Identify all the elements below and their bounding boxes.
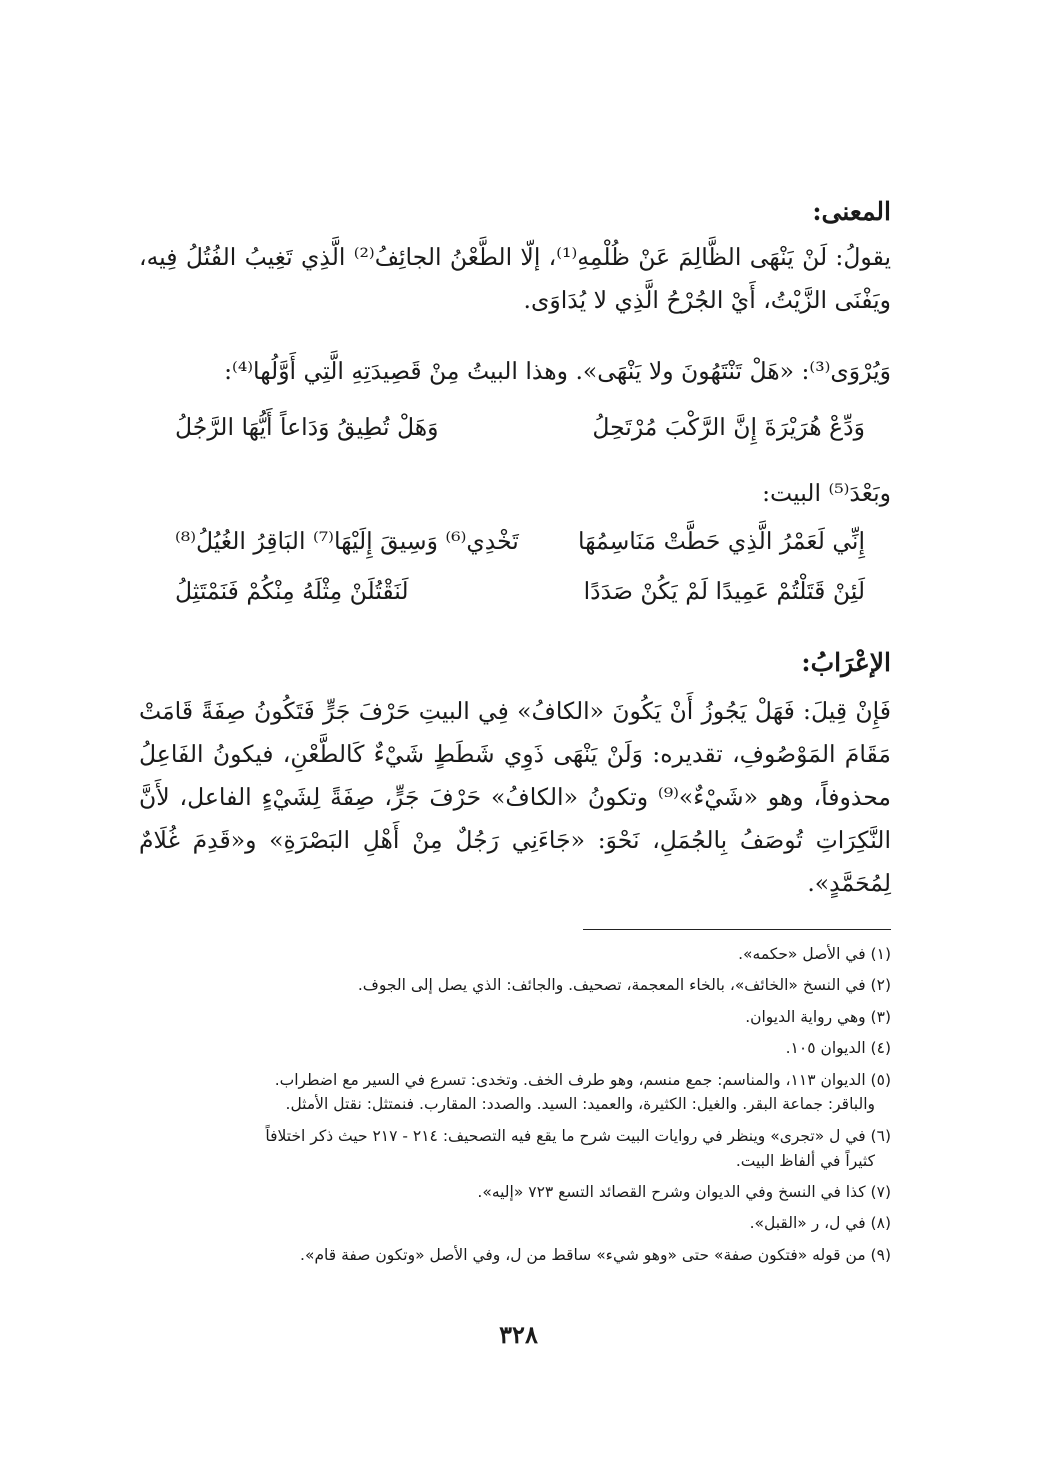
verse-3-second-hemistich: لَنَقْتُلَنْ مِثْلَهُ مِنْكُمْ فَنَمْتَثِلُ xyxy=(175,577,409,605)
footnote-8: (٨) في ل، ر «القبل». xyxy=(749,1214,891,1233)
verse-1 xyxy=(175,408,865,446)
verse-3-first-hemistich: لَئِنْ قَتَلْتُمْ عَمِيدًا لَمْ يَكُنْ صَدَدًا xyxy=(583,577,865,605)
heading-irab: الإعْرَابُ: xyxy=(801,648,891,677)
footnote-5: (٥) الديوان ١١٣، والمناسم: جمع منسم، وهو طرف الخف. وتخدى: تسرع في السير مع اضطراب. xyxy=(274,1070,891,1089)
footnote-2: (٢) في النسخ «الخائف»، بالخاء المعجمة، تصحيف. والجائف: الذي يصل إلى الجوف. xyxy=(357,976,891,995)
footnote-9: (٩) من قوله «فتكون صفة» حتى «وهو شيء» ساقط من ل، وفي الأصل «وتكون صفة قام». xyxy=(300,1245,891,1264)
footnote-5-continuation: والباقر: جماعة البقر. والغيل: الكثيرة، والعميد: السيد. والصدد: المقارب. فنمتثل: نقتل الأمثل. xyxy=(285,1095,875,1114)
footnote-separator xyxy=(583,929,891,930)
verse-2 xyxy=(175,522,865,560)
variant-line: وَيُرْوَى⁽³⁾: «هَلْ تَنْتَهُونَ ولا يَنْهَى». وهذا البيتُ مِنْ قَصِيدَتِهِ الَّتِي أَوَّلُها⁽⁴⁾: xyxy=(224,357,891,385)
footnote-7: (٧) كذا في النسخ وفي الديوان وشرح القصائد التسع ٧٢٣ «إليه». xyxy=(477,1182,891,1201)
after-line: وبَعْدَ⁽⁵⁾ البيت: xyxy=(762,479,891,507)
footnote-4: (٤) الديوان ١٠٥. xyxy=(785,1039,891,1058)
footnotes xyxy=(131,942,891,1274)
verse-1-first-hemistich: وَدِّعْ هُرَيْرَةَ إِنَّ الرَّكْبَ مُرْتَحِلُ xyxy=(592,413,865,441)
footnote-3: (٣) وهي رواية الديوان. xyxy=(745,1007,891,1026)
footnote-6: (٦) في ل «تجرى» وينظر في روايات البيت شرح ما يقع فيه التصحيف: ٢١٤ - ٢١٧ حيث ذكر اختلافاً xyxy=(265,1126,891,1145)
verse-2-first-hemistich: إِنِّي لَعَمْرُ الَّذِي حَطَّتْ مَنَاسِمُهَا xyxy=(578,527,865,555)
footnote-1: (١) في الأصل «حكمه». xyxy=(738,945,891,963)
verse-2-second-hemistich: تَخْدِي⁽⁶⁾ وَسِيقَ إِلَيْهَا⁽⁷⁾ البَاقِرُ الغُيُلُ⁽⁸⁾ xyxy=(175,527,519,555)
meaning-paragraph: يقولُ: لَنْ يَنْهَى الظَّالِمَ عَنْ ظُلْمِهِ⁽¹⁾، إلّا الطَّعْنُ الجائِفُ⁽²⁾ الَّذِي تَغِيبُ الفُتُلُ فِيه، ويَفْنَى الزَّيْتُ، أَيْ الجُرْحُ الَّذِي لا يُدَاوَى. xyxy=(139,243,891,314)
verse-1-second-hemistich: وَهَلْ تُطِيقُ وَدَاعاً أَيُّهَا الرَّجُلُ xyxy=(175,413,439,441)
heading-meaning: المعنى: xyxy=(812,197,891,226)
verse-3 xyxy=(175,572,865,610)
page-number: ٣٢٨ xyxy=(499,1320,538,1349)
irab-paragraph: فَإِنْ قِيلَ: فَهَلْ يَجُوزُ أَنْ يَكُونَ «الكافُ» فِي البيتِ حَرْفَ جَرٍّ فَتَكُونُ صِفَةً قَامَتْ مَقَامَ المَوْصُوفِ، تقديره: وَلَنْ يَنْهَى ذَوِي شَطَطٍ شَيْءٌ كَالطَّعْنِ، فيكونُ الفَاعِلُ محذوفاً، وهو «شَيْءٌ»⁽⁹⁾ وتكونُ «الكافُ» حَرْفَ جَرٍّ، صِفَةً لِشَيْءٍ الفاعل، لأَنَّ النَّكِرَاتِ تُوصَفُ بِالجُمَلِ، نَحْوَ: «جَاءَنِي رَجُلٌ مِنْ أَهْلِ البَصْرَةِ» و«قَدِمَ غُلَامٌ لِمُحَمَّدٍ». xyxy=(139,697,891,897)
footnote-6-continuation: كثيراً في ألفاظ البيت. xyxy=(735,1151,875,1170)
